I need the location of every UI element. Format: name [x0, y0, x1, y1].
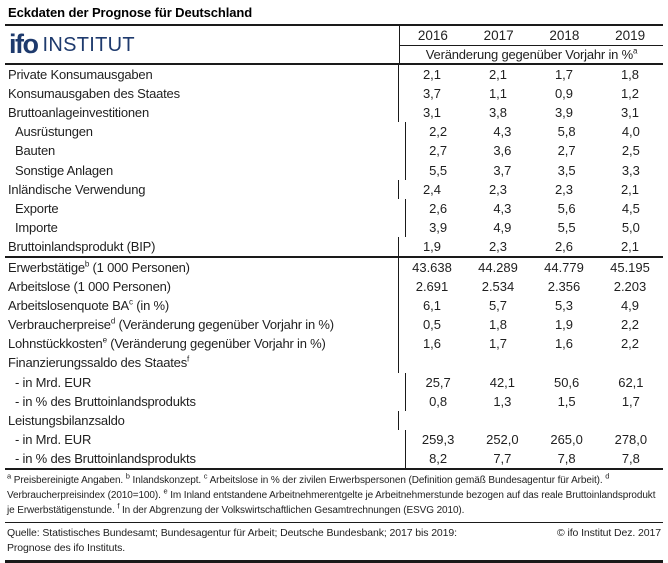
value-cell: 4,9	[620, 298, 640, 314]
value-cell: 259,3	[421, 431, 455, 447]
table-row	[5, 334, 663, 353]
row-values	[405, 122, 663, 141]
value-cell: 2,2	[429, 124, 448, 140]
row-label: Sonstige Anlagen	[15, 162, 113, 178]
row-label: Verbraucherpreise$^d$ (Veränderung gegenüber Vorjahr in %)	[8, 316, 334, 333]
table-row	[5, 180, 663, 199]
value-cell: 1,1	[488, 86, 508, 102]
value-cell: 2,7	[429, 143, 448, 159]
row-label: Private Konsumausgaben	[8, 67, 153, 83]
value-cell: 0,5	[422, 317, 442, 333]
table-row	[5, 258, 663, 277]
page-title: Eckdaten der Prognose für Deutschland	[8, 5, 253, 20]
value-cell: 5,6	[557, 200, 576, 216]
ifo-logo	[5, 26, 399, 63]
row-values	[398, 180, 663, 199]
value-cell: 4,9	[493, 219, 512, 235]
value-cell: 1,7	[554, 67, 574, 83]
table-row	[5, 160, 663, 179]
value-cell: 3,7	[493, 162, 512, 178]
row-values	[398, 258, 663, 277]
table-row	[5, 65, 663, 84]
row-label: Inländische Verwendung	[8, 181, 146, 197]
row-label: Importe	[15, 219, 58, 235]
value-cell: 2,2	[620, 336, 640, 352]
value-cell: 62,1	[618, 374, 644, 390]
value-cell: 7,8	[557, 450, 576, 466]
row-values	[405, 199, 663, 218]
value-cell: 1,8	[488, 317, 508, 333]
table-row	[5, 353, 663, 372]
footnote-mark: a	[7, 471, 12, 481]
value-cell: 50,6	[553, 374, 580, 390]
source-text: Quelle: Statistisches Bundesamt; Bundesagentur für Arbeit; Deutsche Bundesbank; 2017 bis 2019: Prognose des ifo Instituts.	[7, 526, 457, 554]
value-cell: 44.289	[478, 259, 518, 275]
value-cell: 2,1	[620, 181, 640, 197]
value-cell: 1,8	[620, 67, 640, 83]
value-cell: 4,5	[621, 200, 640, 216]
value-cell: 2.356	[547, 279, 581, 295]
value-cell: 3,5	[557, 162, 576, 178]
row-label: - in % des Bruttoinlandsprodukts	[15, 450, 196, 466]
value-cell: 1,6	[422, 336, 442, 352]
value-cell: 2,1	[422, 67, 442, 83]
row-values	[398, 237, 663, 256]
value-cell: 5,5	[557, 219, 576, 235]
row-values	[405, 449, 663, 468]
row-values	[405, 160, 663, 179]
value-cell: 0,9	[554, 86, 574, 102]
table-row	[5, 237, 663, 258]
table-row	[5, 122, 663, 141]
value-cell: 1,7	[488, 336, 508, 352]
row-values	[398, 84, 663, 103]
footnote-mark: c	[129, 297, 133, 307]
value-cell: 1,9	[422, 238, 442, 254]
row-values	[405, 141, 663, 160]
value-cell: 3,1	[620, 105, 640, 121]
table-row	[5, 392, 663, 411]
row-values	[398, 65, 663, 84]
value-cell: 1,3	[493, 393, 512, 409]
row-values	[398, 315, 663, 334]
ifo-logo-mark: ifo	[9, 29, 38, 59]
value-cell: 3,9	[554, 105, 574, 121]
row-label: Bruttoinlandsprodukt (BIP)	[8, 238, 156, 254]
row-label: Erwerbstätige$^b$ (1 000 Personen)	[8, 259, 190, 275]
value-cell: 44.779	[544, 259, 584, 275]
table-row	[5, 315, 663, 334]
value-cell: 2,2	[620, 317, 640, 333]
row-label: - in Mrd. EUR	[15, 431, 92, 447]
footnote-mark: f	[187, 355, 190, 365]
value-cell: 2,5	[621, 143, 640, 159]
subtitle-footnote-mark: a	[632, 46, 638, 56]
value-cell: 6,1	[422, 298, 442, 314]
value-cell: 2,6	[554, 238, 574, 254]
footnote-mark: d	[110, 316, 116, 326]
row-label: Bauten	[15, 143, 56, 159]
year-header: 2019	[615, 28, 646, 43]
value-cell: 3,7	[422, 86, 442, 102]
value-cell: 2.203	[613, 279, 647, 295]
value-cell: 5,0	[621, 219, 640, 235]
table-row	[5, 411, 663, 430]
value-cell: 252,0	[486, 431, 519, 447]
table-row	[5, 218, 663, 237]
footnotes: $^a$ Preisbereinigte Angaben. $^b$ Inlandskonzept. $^c$ Arbeitslose in % der zivilen Erwerbspersonen (Definition gemäß Bundesagentur für Arbeit). $^d$ Verbraucherpreisindex (2010=100). $^e$ Im Inland entstandene Arbeitnehmerentgelte je Arbeitnehmerstunde bezogen auf das reale Bruttoinlandsprodukt je Erwerbstätigenstunde. $^f$ In der Abgrenzung der Volkswirtschaftlichen Gesamtrechnungen (ESVG 2010).	[5, 468, 663, 522]
value-cell: 8,2	[429, 450, 448, 466]
row-values	[398, 296, 663, 315]
value-cell: 2,3	[488, 181, 508, 197]
value-cell: 25,7	[425, 374, 451, 390]
row-label: Arbeitslosenquote $BA^c$ (in %)	[8, 297, 170, 314]
value-cell: 265,0	[550, 431, 583, 447]
value-cell: 0,8	[429, 393, 448, 409]
table-body	[5, 65, 663, 468]
value-cell: 2,1	[488, 67, 508, 83]
value-cell: 3,1	[422, 105, 442, 121]
value-cell: 45.195	[610, 259, 650, 275]
value-cell: 5,3	[554, 298, 574, 314]
value-cell: 2,6	[429, 200, 448, 216]
value-cell: 7,7	[493, 450, 512, 466]
value-cell: 1,6	[554, 336, 574, 352]
table-row	[5, 373, 663, 392]
source-band	[5, 522, 663, 560]
value-cell: 3,3	[621, 162, 640, 178]
value-cell: 1,5	[557, 393, 576, 409]
row-values	[398, 103, 663, 122]
footnote-mark: c	[203, 471, 208, 481]
table-sheet	[5, 0, 663, 563]
year-header: 2018	[549, 28, 580, 43]
row-label: Lohnstückkosten$^e$ (Veränderung gegenüber Vorjahr in %)	[8, 336, 326, 352]
row-label: Bruttoanlageinvestitionen	[8, 105, 149, 121]
value-cell: 7,8	[621, 450, 640, 466]
value-cell: 4,0	[621, 124, 640, 140]
copyright-text: © ifo Institut Dez. 2017	[557, 526, 661, 539]
row-label: Leistungsbilanzsaldo	[8, 412, 125, 428]
footnote-mark: b	[84, 259, 90, 269]
table-row	[5, 430, 663, 449]
ifo-logo-text: INSTITUT	[42, 33, 135, 56]
table-row	[5, 84, 663, 103]
value-cell: 1,7	[621, 393, 640, 409]
row-values	[405, 392, 663, 411]
table-row	[5, 199, 663, 218]
footnote-mark: b	[125, 471, 130, 481]
value-cell: 2.691	[415, 279, 449, 295]
row-label: Exporte	[15, 200, 59, 216]
table-row	[5, 296, 663, 315]
row-values	[405, 373, 663, 392]
value-cell: 2,7	[557, 143, 576, 159]
table-row	[5, 103, 663, 122]
value-cell: 278,0	[614, 431, 648, 447]
footnote-mark: f	[117, 502, 120, 512]
row-values	[405, 430, 663, 449]
footnote-mark: d	[605, 471, 610, 481]
value-cell: 2,3	[488, 238, 508, 254]
years-row	[400, 26, 663, 46]
row-label: - in % des Bruttoinlandsprodukts	[15, 393, 196, 409]
row-label: Finanzierungssaldo des Staates$^f$	[8, 355, 190, 371]
value-cell: 5,5	[429, 162, 448, 178]
unit-subtitle: Veränderung gegenüber Vorjahr in %$^a$	[425, 46, 638, 62]
year-columns-header	[399, 26, 663, 63]
row-values	[398, 277, 663, 296]
row-values	[398, 334, 663, 353]
row-label: Arbeitslose (1 000 Personen)	[8, 279, 171, 295]
row-label: Ausrüstungen	[15, 124, 93, 140]
value-cell: 4,3	[493, 124, 512, 140]
value-cell: 2,3	[554, 181, 574, 197]
value-cell: 42,1	[489, 374, 516, 390]
row-label: - in Mrd. EUR	[15, 374, 92, 390]
table-row	[5, 277, 663, 296]
value-cell: 3,9	[429, 219, 448, 235]
table-header	[5, 26, 663, 65]
value-cell: 5,7	[488, 298, 508, 314]
value-cell: 1,2	[620, 86, 640, 102]
table-row	[5, 141, 663, 160]
table-row	[5, 449, 663, 468]
year-header: 2017	[483, 28, 514, 43]
value-cell: 4,3	[493, 200, 512, 216]
row-values	[398, 353, 663, 372]
footnote-mark: e	[102, 336, 107, 346]
value-cell: 2,1	[620, 238, 640, 254]
value-cell: 1,9	[554, 317, 574, 333]
footnote-mark: e	[163, 486, 168, 496]
row-label: Konsumausgaben des Staates	[8, 86, 180, 102]
row-values	[398, 411, 663, 430]
value-cell: 5,8	[557, 124, 576, 140]
value-cell: 3,8	[488, 105, 508, 121]
value-cell: 2.534	[481, 279, 515, 295]
value-cell: 2,4	[422, 181, 442, 197]
value-cell: 43.638	[412, 259, 452, 275]
year-header: 2016	[417, 28, 448, 43]
row-values	[405, 218, 663, 237]
value-cell: 3,6	[493, 143, 512, 159]
